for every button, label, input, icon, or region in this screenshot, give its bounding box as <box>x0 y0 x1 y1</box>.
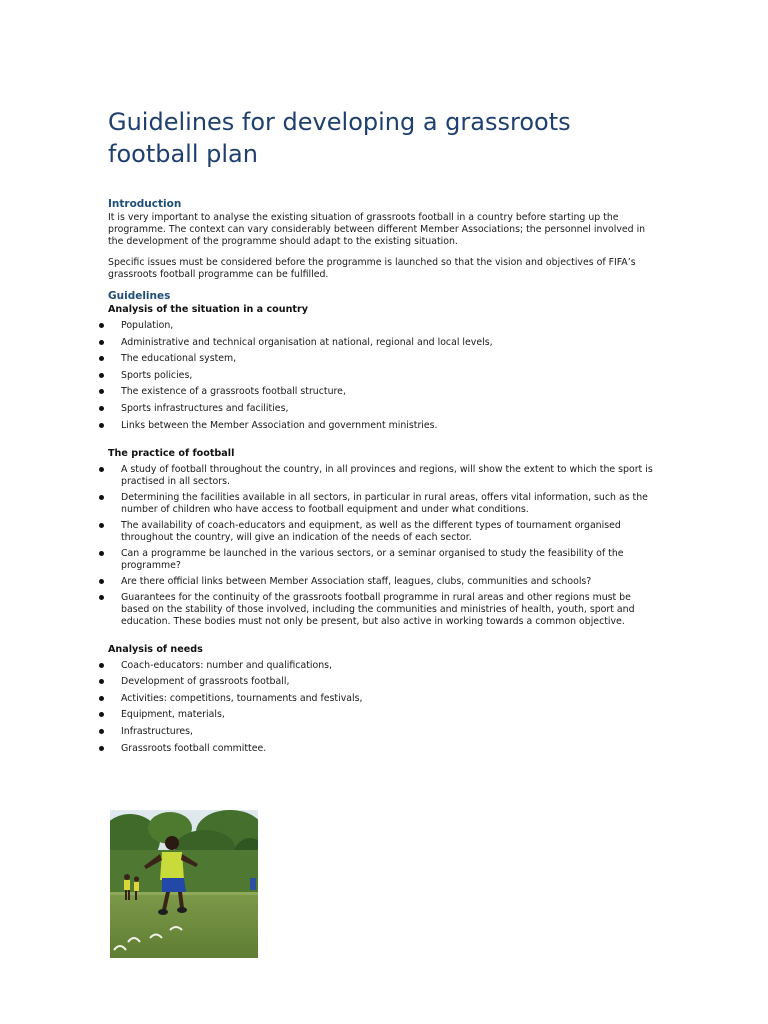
list-item: Determining the facilities available in all sectors, in particular in rural areas, offers vital information, such as the number of children who have access to football equipment and under what conditions. <box>108 492 660 516</box>
document-body <box>108 198 660 755</box>
needs-heading: Analysis of needs <box>108 643 203 655</box>
list-item: Guarantees for the continuity of the grassroots football programme in rural areas and other regions must be based on the stability of those involved, including the communities and ministries of health, youth, sport and education. These bodies must not only be present, but also active in working towards a common objective. <box>108 592 660 628</box>
introduction-paragraph-2: Specific issues must be considered before the programme is launched so that the vision and objectives of FIFA’s grassroots football programme can be fulfilled. <box>108 257 636 280</box>
list-item: The availability of coach-educators and equipment, as well as the different types of tournament organised throughout the country, will give an indication of the needs of each sector. <box>108 520 660 544</box>
introduction-paragraph-1: It is very important to analyse the existing situation of grassroots football in a country before starting up the programme. The context can vary considerably between different Member Associations; the personnel involved in the development of the programme should adapt to the existing situation. <box>108 212 646 247</box>
situation-list <box>108 320 660 432</box>
list-item: Are there official links between Member Association staff, leagues, clubs, communities and schools? <box>108 576 660 588</box>
practice-list <box>108 464 660 628</box>
list-item: The existence of a grassroots football structure, <box>108 386 660 398</box>
needs-list <box>108 660 660 755</box>
page-title: Guidelines for developing a grassroots football plan <box>108 108 571 169</box>
list-item: Can a programme be launched in the various sectors, or a seminar organised to study the feasibility of the programme? <box>108 548 660 572</box>
list-item: Sports infrastructures and facilities, <box>108 403 660 415</box>
practice-heading: The practice of football <box>108 447 235 459</box>
list-item: A study of football throughout the country, in all provinces and regions, will show the extent to which the sport is practised in all sectors. <box>108 464 660 488</box>
guidelines-heading: Guidelines <box>108 290 171 302</box>
introduction-heading: Introduction <box>108 198 182 210</box>
list-item: The educational system, <box>108 353 660 365</box>
list-item: Activities: competitions, tournaments and festivals, <box>108 693 660 705</box>
list-item: Grassroots football committee. <box>108 743 660 755</box>
list-item: Development of grassroots football, <box>108 676 660 688</box>
list-item: Administrative and technical organisation at national, regional and local levels, <box>108 337 660 349</box>
list-item: Coach-educators: number and qualifications, <box>108 660 660 672</box>
list-item: Infrastructures, <box>108 726 660 738</box>
situation-analysis-heading: Analysis of the situation in a country <box>108 304 308 315</box>
list-item: Links between the Member Association and government ministries. <box>108 420 660 432</box>
list-item: Sports policies, <box>108 370 660 382</box>
list-item: Equipment, materials, <box>108 709 660 721</box>
football-photo <box>110 810 258 958</box>
list-item: Population, <box>108 320 660 332</box>
